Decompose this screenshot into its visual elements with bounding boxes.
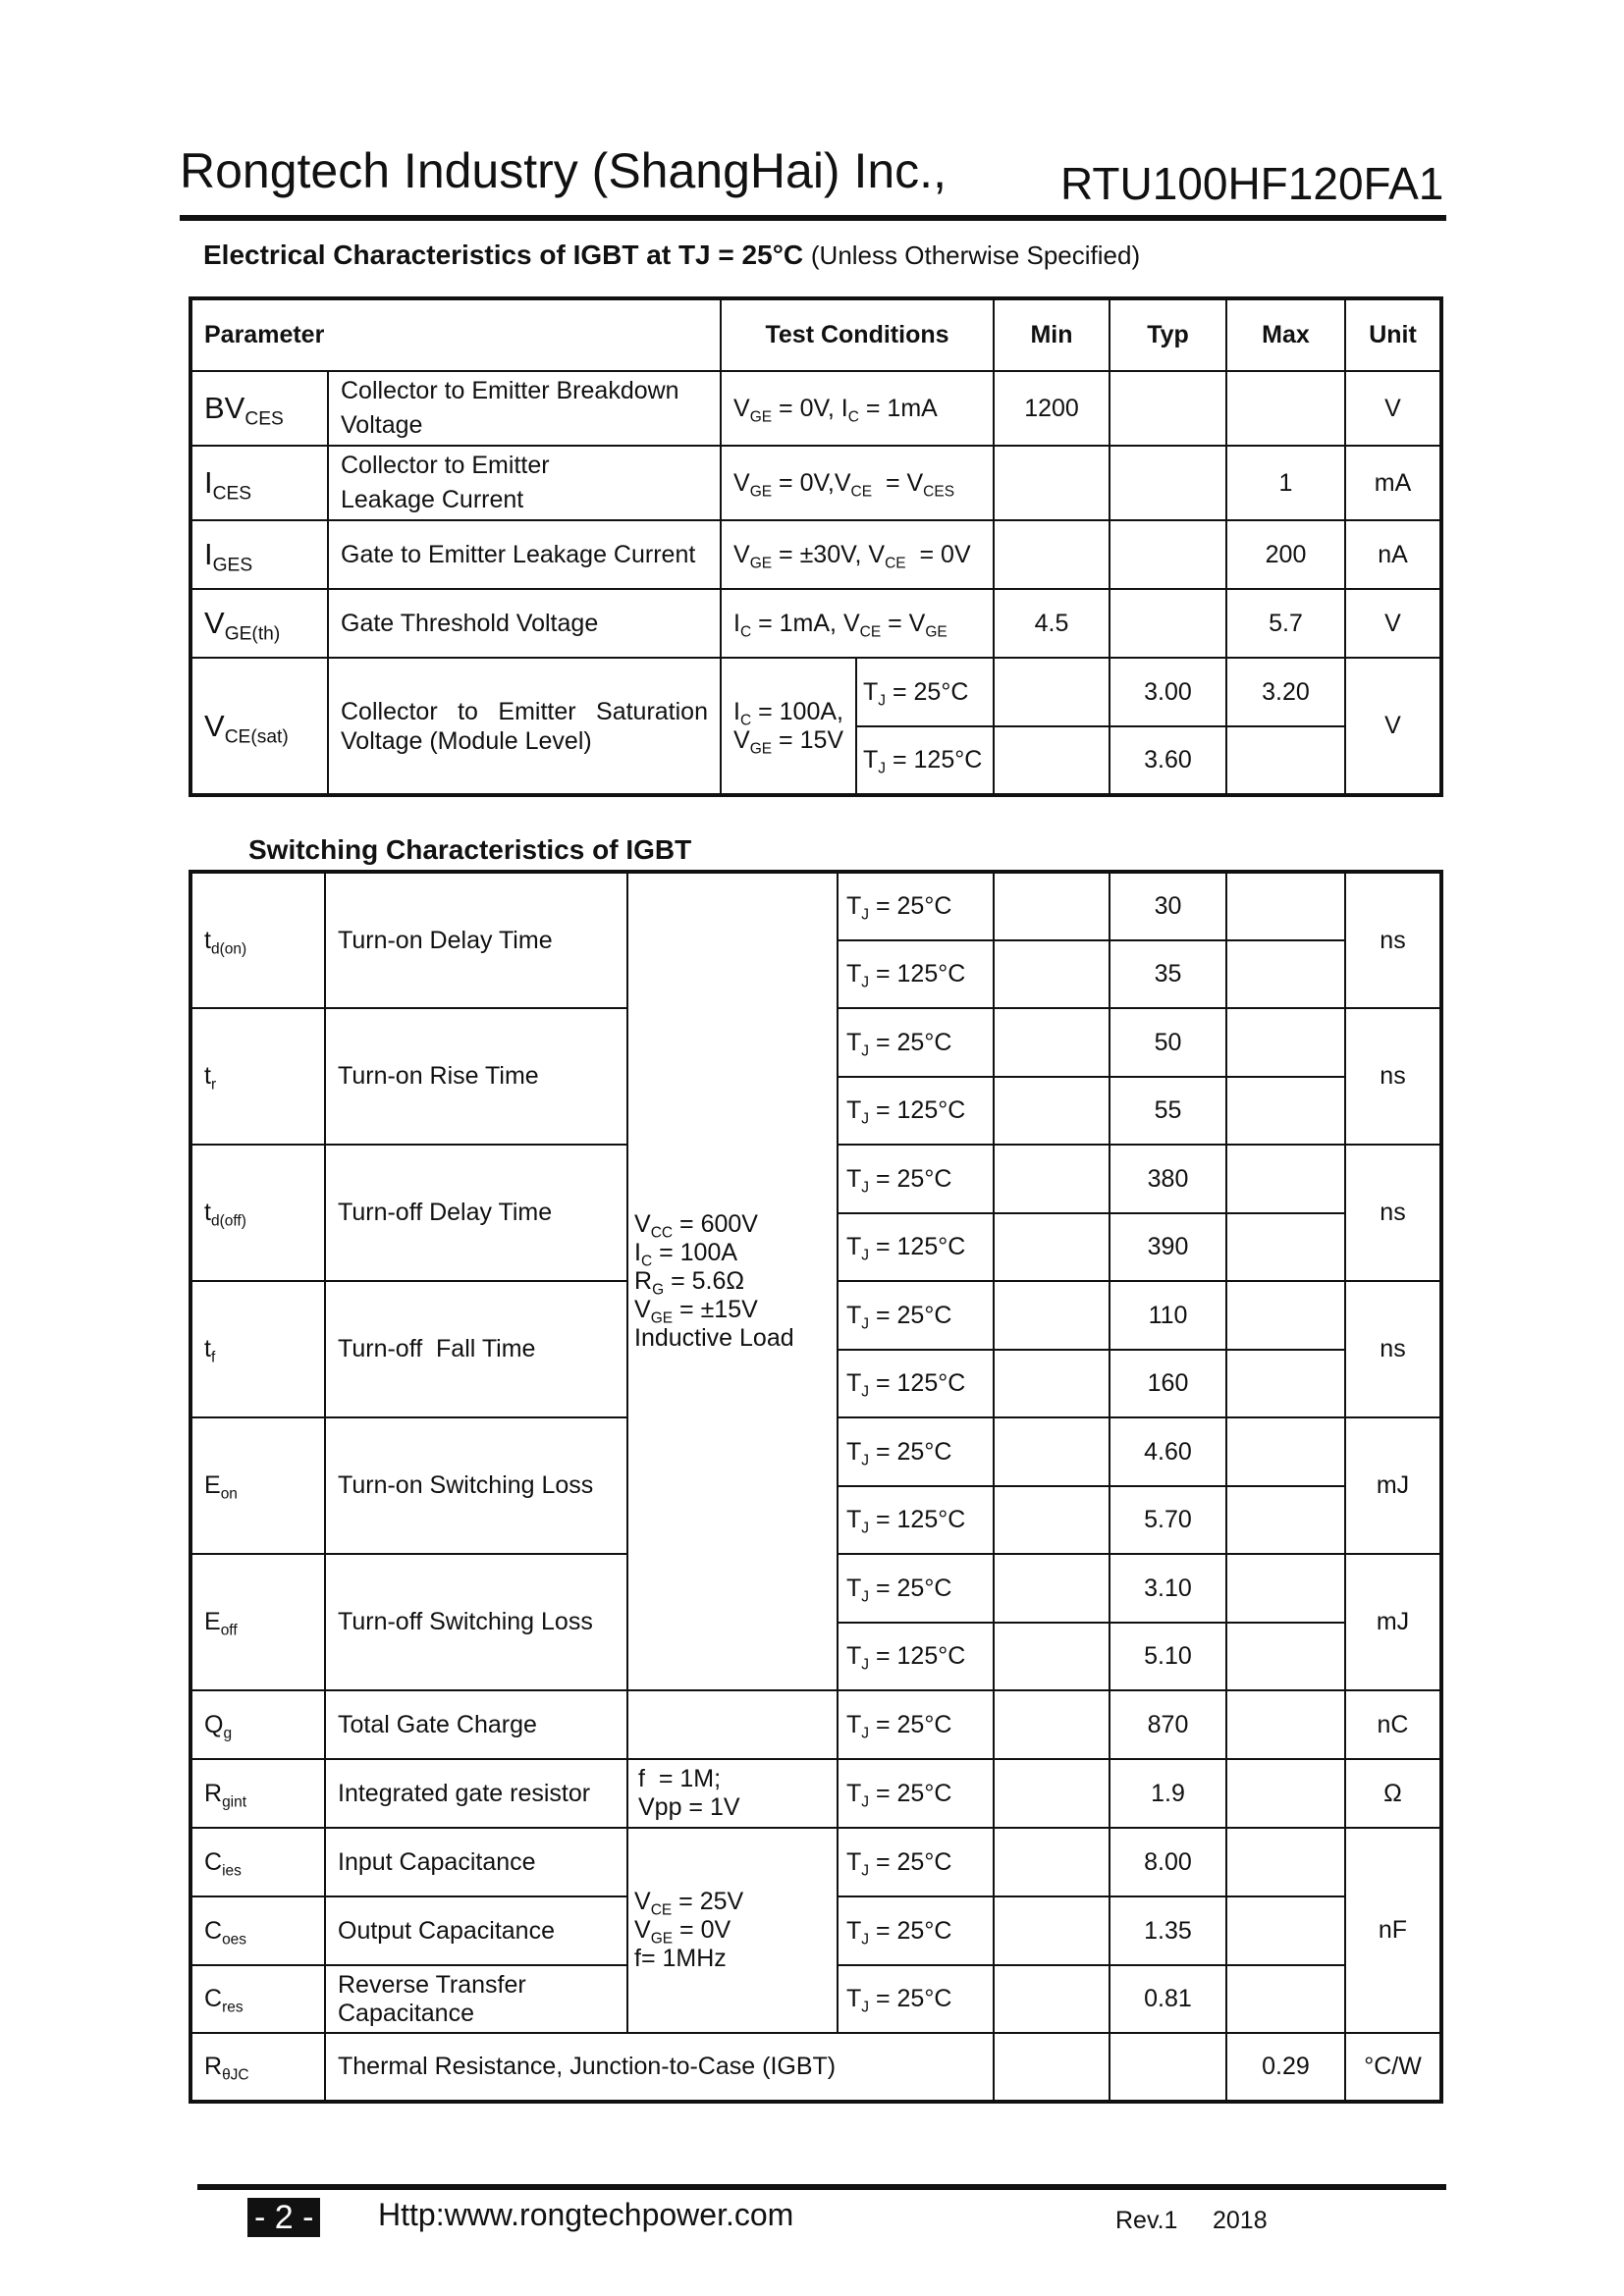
min-value xyxy=(994,658,1110,726)
min-value xyxy=(994,520,1110,589)
min-value xyxy=(994,1077,1110,1145)
param-desc: Turn-off Delay Time xyxy=(325,1145,627,1281)
max-value xyxy=(1226,1554,1345,1623)
capacitance-test-conditions: $V_{CE} = 25V$ $V_{GE} = 0V$ f= 1MHz xyxy=(627,1828,838,2033)
symbol-rgint: $R_{gint}$ xyxy=(190,1759,325,1828)
cond-line-2: Vpp = 1V xyxy=(638,1793,740,1821)
min-value xyxy=(994,726,1110,795)
param-desc: Turn-off Fall Time xyxy=(325,1281,627,1417)
symbol-ices: $I_{CES}$ xyxy=(190,446,328,520)
min-value xyxy=(994,1213,1110,1281)
min-value xyxy=(994,1145,1110,1213)
max-value: 200 xyxy=(1226,520,1345,589)
temp-condition: $T_J = 25^\circ C$ xyxy=(838,872,994,940)
param-desc: Turn-on Rise Time xyxy=(325,1008,627,1145)
max-value xyxy=(1226,371,1345,446)
max-value xyxy=(1226,1145,1345,1213)
param-desc: Turn-on Switching Loss xyxy=(325,1417,627,1554)
typ-value: 5.70 xyxy=(1110,1486,1226,1554)
min-value xyxy=(994,1896,1110,1965)
min-value xyxy=(994,1486,1110,1554)
symbol-vcesat: $V_{CE(sat)}$ xyxy=(190,658,328,795)
symbol-vgeth: $V_{GE(th)}$ xyxy=(190,589,328,658)
unit-value: V xyxy=(1345,371,1441,446)
param-desc: Input Capacitance xyxy=(325,1828,627,1896)
temp-condition: $T_J = 25^\circ C$ xyxy=(838,1759,994,1828)
test-condition xyxy=(627,1690,838,1759)
temp-condition: $T_J = 25^\circ C$ xyxy=(838,1896,994,1965)
table-row xyxy=(190,371,1441,446)
section-title-electrical xyxy=(203,240,1140,271)
typ-value: 390 xyxy=(1110,1213,1226,1281)
desc-line-1: Collector to Emitter xyxy=(341,452,550,479)
test-condition xyxy=(627,1759,838,1828)
typ-value: 380 xyxy=(1110,1145,1226,1213)
max-value xyxy=(1226,1486,1345,1554)
param-desc xyxy=(325,1965,627,2033)
temp-condition: $T_J = 25^\circ C$ xyxy=(838,1008,994,1077)
min-value xyxy=(994,2033,1110,2102)
typ-value: 4.60 xyxy=(1110,1417,1226,1486)
temp-condition: $T_J = 25^\circ C$ xyxy=(856,658,994,726)
max-value xyxy=(1226,1281,1345,1350)
typ-value: 30 xyxy=(1110,872,1226,940)
section-title-switching: Switching Characteristics of IGBT xyxy=(248,834,692,865)
param-desc xyxy=(328,371,721,446)
max-value: 5.7 xyxy=(1226,589,1345,658)
typ-value: 5.10 xyxy=(1110,1623,1226,1690)
typ-value: 0.81 xyxy=(1110,1965,1226,2033)
min-value xyxy=(994,872,1110,940)
year: 2018 xyxy=(1213,2207,1268,2234)
unit-value: nA xyxy=(1345,520,1441,589)
unit-value: ns xyxy=(1345,1281,1441,1417)
param-desc: Thermal Resistance, Junction-to-Case (IGBT) xyxy=(325,2033,994,2102)
min-value xyxy=(994,1690,1110,1759)
min-value xyxy=(994,1965,1110,2033)
freq-label: f= 1MHz xyxy=(634,1945,727,1972)
min-value xyxy=(994,940,1110,1008)
typ-value: 1.9 xyxy=(1110,1759,1226,1828)
typ-value: 3.00 xyxy=(1110,658,1226,726)
unit-value: Ω xyxy=(1345,1759,1441,1828)
symbol-cies: $C_{ies}$ xyxy=(190,1828,325,1896)
typ-value: 3.10 xyxy=(1110,1554,1226,1623)
unit-value: ns xyxy=(1345,1145,1441,1281)
symbol-rthjc: $R_{\theta JC}$ xyxy=(190,2033,325,2102)
param-desc: Gate to Emitter Leakage Current xyxy=(328,520,721,589)
param-desc: Total Gate Charge xyxy=(325,1690,627,1759)
desc-line-2: Voltage xyxy=(341,411,423,439)
temp-condition: $T_J = 25^\circ C$ xyxy=(838,1554,994,1623)
param-desc: Collector to Emitter Saturation Voltage (Module Level) xyxy=(328,658,721,795)
max-value xyxy=(1226,1623,1345,1690)
footer-divider xyxy=(197,2184,1446,2190)
max-value xyxy=(1226,726,1345,795)
section-note: (Unless Otherwise Specified) xyxy=(810,240,1141,270)
symbol-tdon: $t_{d(on)}$ xyxy=(190,872,325,1008)
header-max: Max xyxy=(1226,298,1345,371)
typ-value: 870 xyxy=(1110,1690,1226,1759)
min-value xyxy=(994,1623,1110,1690)
min-value xyxy=(994,1350,1110,1417)
temp-condition: $T_J = 25^\circ C$ xyxy=(838,1281,994,1350)
max-value xyxy=(1226,1896,1345,1965)
unit-value: °C/W xyxy=(1345,2033,1441,2102)
inductive-load-label: Inductive Load xyxy=(634,1324,794,1352)
part-number: RTU100HF120FA1 xyxy=(1060,158,1444,209)
unit-value: mA xyxy=(1345,446,1441,520)
symbol-tdoff: $t_{d(off)}$ xyxy=(190,1145,325,1281)
temp-condition: $T_J = 125^\circ C$ xyxy=(856,726,994,795)
unit-value: V xyxy=(1345,658,1441,795)
table-row xyxy=(190,1690,1441,1759)
param-desc: Turn-on Delay Time xyxy=(325,872,627,1008)
temp-condition: $T_J = 125^\circ C$ xyxy=(838,1077,994,1145)
symbol-cres: $C_{res}$ xyxy=(190,1965,325,2033)
test-condition: $V_{GE} = 0V$, $I_C = 1mA$ xyxy=(721,371,994,446)
table-row xyxy=(190,2033,1441,2102)
temp-condition: $T_J = 25^\circ C$ xyxy=(838,1417,994,1486)
typ-value: 35 xyxy=(1110,940,1226,1008)
unit-value: mJ xyxy=(1345,1417,1441,1554)
desc-line-1: Collector to Emitter Breakdown xyxy=(341,377,679,404)
temp-condition: $T_J = 25^\circ C$ xyxy=(838,1965,994,2033)
symbol-bvces: $BV_{CES}$ xyxy=(190,371,328,446)
typ-value: 160 xyxy=(1110,1350,1226,1417)
max-value xyxy=(1226,1008,1345,1077)
cond-line-1: f = 1M; xyxy=(638,1765,722,1792)
max-value: 0.29 xyxy=(1226,2033,1345,2102)
param-desc: Integrated gate resistor xyxy=(325,1759,627,1828)
page-number: - 2 - xyxy=(247,2198,320,2237)
table-row xyxy=(190,589,1441,658)
company-name: Rongtech Industry (ShangHai) Inc., xyxy=(180,143,947,198)
electrical-characteristics-table xyxy=(189,296,1443,797)
min-value xyxy=(994,1759,1110,1828)
max-value xyxy=(1226,1417,1345,1486)
symbol-iges: $I_{GES}$ xyxy=(190,520,328,589)
symbol-coes: $C_{oes}$ xyxy=(190,1896,325,1965)
switching-test-conditions: $V_{CC} = 600V$ $I_C = 100A$ $R_G = 5.6\Omega$ $V_{GE} = \pm 15V$ Inductive Load xyxy=(627,872,838,1690)
typ-value xyxy=(1110,371,1226,446)
symbol-tr: $t_r$ xyxy=(190,1008,325,1145)
desc-line-2: Capacitance xyxy=(338,1999,474,2027)
max-value: 3.20 xyxy=(1226,658,1345,726)
max-value xyxy=(1226,1690,1345,1759)
header-divider xyxy=(180,215,1446,221)
desc-line-1: Reverse Transfer xyxy=(338,1970,526,1999)
symbol-qg: $Q_g$ xyxy=(190,1690,325,1759)
section-title-text: Electrical Characteristics of IGBT at TJ = 25°C xyxy=(203,240,804,270)
min-value xyxy=(994,1828,1110,1896)
max-value xyxy=(1226,1077,1345,1145)
header-typ: Typ xyxy=(1110,298,1226,371)
unit-value: mJ xyxy=(1345,1554,1441,1690)
header-test-conditions: Test Conditions xyxy=(721,298,994,371)
max-value xyxy=(1226,1965,1345,2033)
min-value: 1200 xyxy=(994,371,1110,446)
typ-value: 50 xyxy=(1110,1008,1226,1077)
max-value xyxy=(1226,1350,1345,1417)
temp-condition: $T_J = 25^\circ C$ xyxy=(838,1828,994,1896)
revision: Rev.1 xyxy=(1115,2207,1178,2234)
test-condition: $I_C = 100A$, $V_{GE} = 15V$ xyxy=(721,658,856,795)
typ-value xyxy=(1110,2033,1226,2102)
temp-condition: $T_J = 25^\circ C$ xyxy=(838,1145,994,1213)
param-desc: Gate Threshold Voltage xyxy=(328,589,721,658)
max-value xyxy=(1226,1828,1345,1896)
unit-value: ns xyxy=(1345,872,1441,1008)
switching-characteristics-table xyxy=(189,870,1443,2104)
table-row xyxy=(190,872,1441,940)
temp-condition: $T_J = 125^\circ C$ xyxy=(838,1350,994,1417)
symbol-eon: $E_{on}$ xyxy=(190,1417,325,1554)
temp-condition: $T_J = 125^\circ C$ xyxy=(838,1213,994,1281)
website-url: Http:www.rongtechpower.com xyxy=(378,2197,794,2232)
min-value xyxy=(994,1281,1110,1350)
table-row xyxy=(190,446,1441,520)
unit-value: V xyxy=(1345,589,1441,658)
table-header-row xyxy=(190,298,1441,371)
temp-condition: $T_J = 25^\circ C$ xyxy=(838,1690,994,1759)
typ-value: 8.00 xyxy=(1110,1828,1226,1896)
max-value xyxy=(1226,1759,1345,1828)
temp-condition: $T_J = 125^\circ C$ xyxy=(838,1486,994,1554)
temp-condition: $T_J = 125^\circ C$ xyxy=(838,1623,994,1690)
min-value xyxy=(994,1417,1110,1486)
header-parameter: Parameter xyxy=(190,298,721,371)
param-desc: Turn-off Switching Loss xyxy=(325,1554,627,1690)
desc-line-2: Leakage Current xyxy=(341,486,524,513)
min-value xyxy=(994,446,1110,520)
param-desc xyxy=(328,446,721,520)
table-row xyxy=(190,520,1441,589)
test-condition: $V_{GE} = 0V,V_{CE} = V_{CES}$ xyxy=(721,446,994,520)
table-row xyxy=(190,658,1441,726)
typ-value xyxy=(1110,520,1226,589)
min-value xyxy=(994,1008,1110,1077)
unit-value: ns xyxy=(1345,1008,1441,1145)
header-unit: Unit xyxy=(1345,298,1441,371)
test-condition: $I_C = 1mA$, $V_{CE} = V_{GE}$ xyxy=(721,589,994,658)
min-value: 4.5 xyxy=(994,589,1110,658)
temp-condition: $T_J = 125^\circ C$ xyxy=(838,940,994,1008)
typ-value xyxy=(1110,589,1226,658)
max-value: 1 xyxy=(1226,446,1345,520)
typ-value xyxy=(1110,446,1226,520)
symbol-tf: $t_f$ xyxy=(190,1281,325,1417)
typ-value: 3.60 xyxy=(1110,726,1226,795)
typ-value: 110 xyxy=(1110,1281,1226,1350)
max-value xyxy=(1226,940,1345,1008)
min-value xyxy=(994,1554,1110,1623)
header-min: Min xyxy=(994,298,1110,371)
typ-value: 55 xyxy=(1110,1077,1226,1145)
param-desc: Output Capacitance xyxy=(325,1896,627,1965)
unit-value: nC xyxy=(1345,1690,1441,1759)
test-condition: $V_{GE} = \pm 30V$, $V_{CE} = 0V$ xyxy=(721,520,994,589)
symbol-eoff: $E_{off}$ xyxy=(190,1554,325,1690)
table-row xyxy=(190,1828,1441,1896)
unit-value: nF xyxy=(1345,1828,1441,2033)
typ-value: 1.35 xyxy=(1110,1896,1226,1965)
max-value xyxy=(1226,872,1345,940)
table-row xyxy=(190,1759,1441,1828)
max-value xyxy=(1226,1213,1345,1281)
